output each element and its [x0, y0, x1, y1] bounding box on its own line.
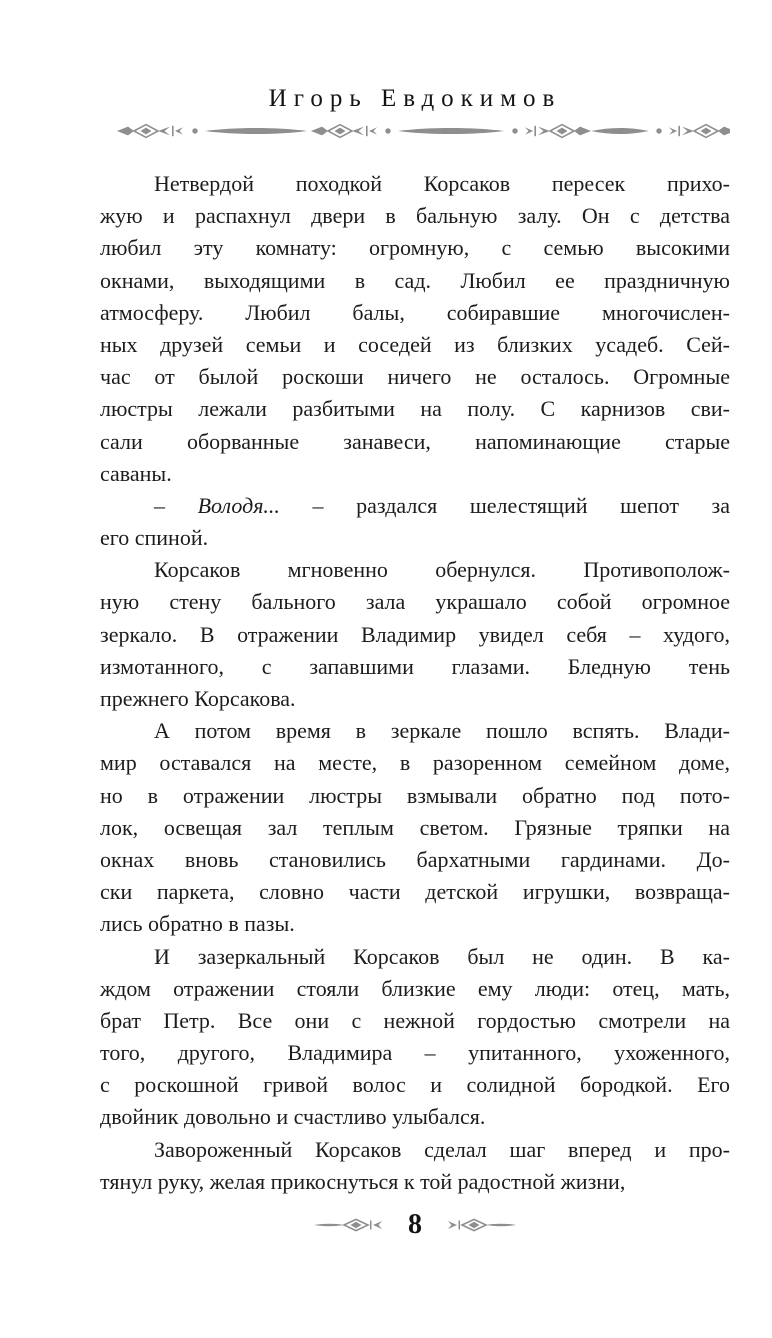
text-line: саваны. [100, 460, 172, 486]
text-line: сали оборванные занавеси, напоминающие старые [100, 428, 730, 454]
footer-ornament-left-icon [314, 1216, 384, 1234]
text-line: его спиной. [100, 525, 209, 551]
text-line: Корсаков мгновенно обернулся. Противополож- [154, 557, 730, 583]
text-line: брат Петр. Все они с нежной гордостью смотрели на [100, 1007, 730, 1033]
text-line [100, 490, 730, 522]
text-line: двойник довольно и счастливо улыбался. [100, 1104, 486, 1130]
page-footer [100, 1208, 730, 1242]
dialogue-text: – раздался шелестящий шепот за [279, 492, 730, 518]
text-line: любил эту комнату: огромную, с семью высокими [100, 235, 730, 261]
text-line: Завороженный Корсаков сделал шаг вперед и про- [154, 1136, 730, 1162]
text-line: зеркало. В отражении Владимир увидел себя – худого, [100, 621, 730, 647]
text-line: Нетвердой походкой Корсаков пересек прихо- [154, 171, 730, 196]
dialogue-text: – [154, 492, 198, 518]
text-line: жую и распахнул двери в бальную залу. Он с детства [100, 203, 730, 229]
running-header-author: Игорь Евдокимов [268, 85, 562, 112]
header-ornament-divider-icon [115, 122, 730, 140]
text-line: час от былой роскоши ничего не осталось. Огромные [100, 364, 730, 390]
text-line: но в отражении люстры взмывали обратно под пото- [100, 782, 730, 808]
text-line: А потом время в зеркале пошло вспять. Влади- [154, 718, 730, 744]
text-line: атмосферу. Любил балы, собиравшие многочислен- [100, 299, 730, 325]
page-number: 8 [408, 1209, 422, 1240]
text-line: И зазеркальный Корсаков был не один. В ка- [154, 943, 730, 969]
page-text [100, 168, 730, 1198]
text-line: ждом отражении стояли близкие ему люди: отец, мать, [100, 975, 730, 1001]
text-line: ных друзей семьи и соседей из близких усадеб. Сей- [100, 331, 730, 357]
dialogue-italic-text: Володя... [197, 492, 280, 518]
text-line: ски паркета, словно части детской игрушки, возвраща- [100, 879, 730, 905]
text-line: лись обратно в пазы. [100, 911, 295, 937]
text-line: того, другого, Владимира – упитанного, ухоженного, [100, 1040, 730, 1066]
text-line: тянул руку, желая прикоснуться к той радостной жизни, [100, 1168, 626, 1194]
text-line: ную стену бального зала украшало собой огромное [100, 589, 730, 615]
text-line: мир оставался на месте, в разоренном семейном доме, [100, 750, 730, 776]
text-line: лок, освещая зал теплым светом. Грязные тряпки на [100, 814, 730, 840]
text-line: окнах вновь становились бархатными гардинами. До- [100, 846, 730, 872]
text-line: измотанного, с запавшими глазами. Бледную тень [100, 653, 730, 679]
text-line: прежнего Корсакова. [100, 686, 296, 711]
text-line: люстры лежали разбитыми на полу. С карнизов сви- [100, 396, 730, 422]
footer-ornament-right-icon [446, 1216, 516, 1234]
text-line: окнами, выходящими в сад. Любил ее праздничную [100, 267, 730, 293]
text-line: с роскошной гривой волос и солидной бородкой. Его [100, 1072, 730, 1098]
